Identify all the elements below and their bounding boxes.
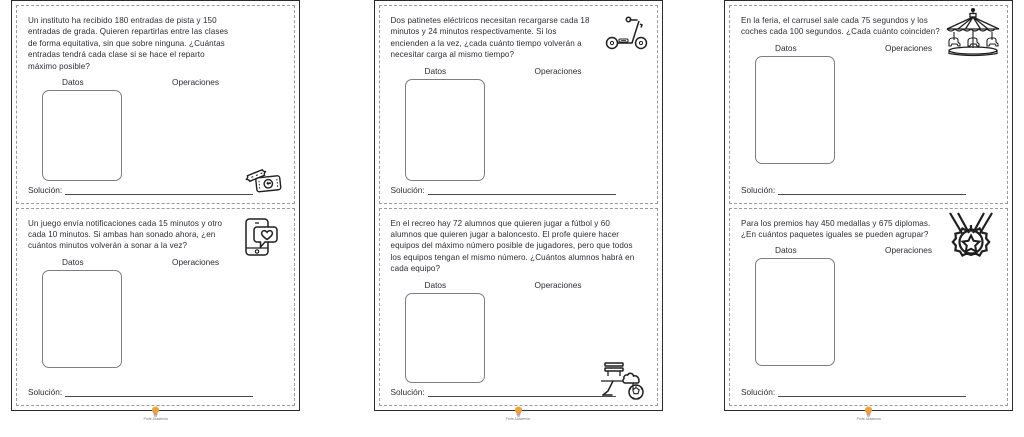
column-headings	[391, 280, 646, 290]
solution-row	[391, 387, 646, 399]
datos-input-box[interactable]	[405, 79, 485, 181]
solution-input-line[interactable]	[65, 388, 253, 397]
datos-input-box[interactable]	[42, 270, 122, 368]
medal-icon	[945, 211, 997, 265]
column-headings	[391, 66, 646, 76]
exercise-statement: Para los premios hay 450 medallas y 675 diplomas. ¿En cuántos paquetes iguales se pueden agrupar?	[741, 218, 931, 239]
datos-heading: Datos	[424, 65, 447, 76]
exercise-card-patinetes	[379, 5, 658, 204]
operaciones-heading: Operaciones	[172, 77, 220, 88]
solution-label: Solución:	[390, 184, 425, 195]
exercise-statement: Dos patinetes eléctricos necesitan recargarse cada 18 minutos y 24 minutos respectivamente. Si los encienden a la vez, ¿cada cuánto tiempo volverán a necesitar carga al mismo tiempo?	[390, 16, 590, 60]
solution-label: Solución:	[741, 184, 776, 195]
answer-area	[741, 56, 996, 181]
solution-input-line[interactable]	[428, 186, 616, 195]
exercise-card-carrusel	[729, 5, 1008, 204]
solution-row	[741, 387, 996, 399]
solution-input-line[interactable]	[65, 186, 253, 195]
solution-label: Solución:	[741, 387, 776, 397]
answer-area	[28, 90, 283, 180]
datos-heading: Datos	[775, 42, 797, 53]
solution-row	[28, 387, 283, 399]
operaciones-heading: Operaciones	[885, 245, 933, 256]
brand-name: Profe Academia	[505, 417, 531, 421]
solution-input-line[interactable]	[778, 186, 966, 195]
operaciones-heading: Operaciones	[534, 279, 582, 290]
datos-input-box[interactable]	[755, 56, 835, 164]
operaciones-heading: Operaciones	[885, 42, 933, 53]
exercise-card-entradas	[16, 5, 295, 204]
solution-input-line[interactable]	[778, 388, 966, 397]
operaciones-heading: Operaciones	[172, 256, 220, 267]
exercise-statement: En la feria, el carrusel sale cada 75 segundos y los coches cada 100 segundos. ¿Cada cuánto coinciden?	[741, 16, 940, 37]
answer-area	[741, 258, 996, 383]
brand-name: Profe Academia	[856, 417, 881, 421]
solution-label: Solución:	[390, 387, 425, 397]
exercise-statement: Un juego envía notificaciones cada 15 minutos y otro cada 10 minutos. Si ambas han sonado ahora, ¿en cuántos minutos volverán a sonar a la vez?	[28, 218, 223, 251]
solution-label: Solución:	[28, 387, 63, 397]
column-headings	[741, 245, 996, 255]
column-headings	[28, 257, 283, 267]
lightbulb-icon	[514, 405, 523, 417]
datos-input-box[interactable]	[755, 258, 835, 366]
brand-footer	[730, 405, 1007, 421]
brand-footer	[380, 405, 657, 421]
exercise-card-notificaciones	[16, 208, 295, 421]
lightbulb-icon	[864, 405, 873, 417]
operaciones-heading: Operaciones	[534, 65, 582, 76]
datos-heading: Datos	[424, 279, 447, 290]
exercise-card-recreo	[379, 208, 658, 421]
brand-footer	[17, 405, 294, 421]
datos-heading: Datos	[775, 245, 797, 256]
exercise-statement: Un instituto ha recibido 180 entradas de pista y 150 entradas de grada. Quieren repartirlas entre las clases de forma equitativa, sin que sobre ninguna. ¿Cuántas entradas tendrá cada clase si se hace el reparto máximo posible?	[28, 16, 229, 71]
solution-input-line[interactable]	[428, 388, 616, 397]
worksheet-page-1	[11, 0, 300, 421]
solution-row	[391, 185, 646, 197]
solution-label: Solución:	[28, 184, 63, 195]
column-headings	[28, 77, 283, 87]
datos-heading: Datos	[62, 256, 84, 267]
exercise-card-premios	[729, 208, 1008, 421]
scooter-icon	[603, 12, 651, 52]
datos-input-box[interactable]	[405, 293, 485, 383]
datos-input-box[interactable]	[42, 90, 122, 180]
answer-area	[391, 293, 646, 383]
worksheet-page-3	[724, 0, 1013, 421]
answer-area	[28, 270, 283, 383]
lightbulb-icon	[151, 405, 160, 417]
phone-notification-icon	[240, 215, 280, 259]
datos-heading: Datos	[62, 77, 84, 88]
solution-row	[28, 185, 283, 197]
brand-name: Profe Academia	[143, 417, 168, 421]
answer-area	[391, 79, 646, 181]
solution-row	[741, 185, 996, 197]
worksheet-page-2	[374, 0, 663, 421]
column-headings	[741, 43, 996, 53]
exercise-statement: En el recreo hay 72 alumnos que quieren jugar a fútbol y 60 alumnos que quieren jugar a baloncesto. El profe quiere hacer equipos del máximo número posible de jugadores, pero que todos los equipos tengan el mismo número. ¿Cuántos alumnos habrá en cada equipo?	[390, 218, 635, 274]
